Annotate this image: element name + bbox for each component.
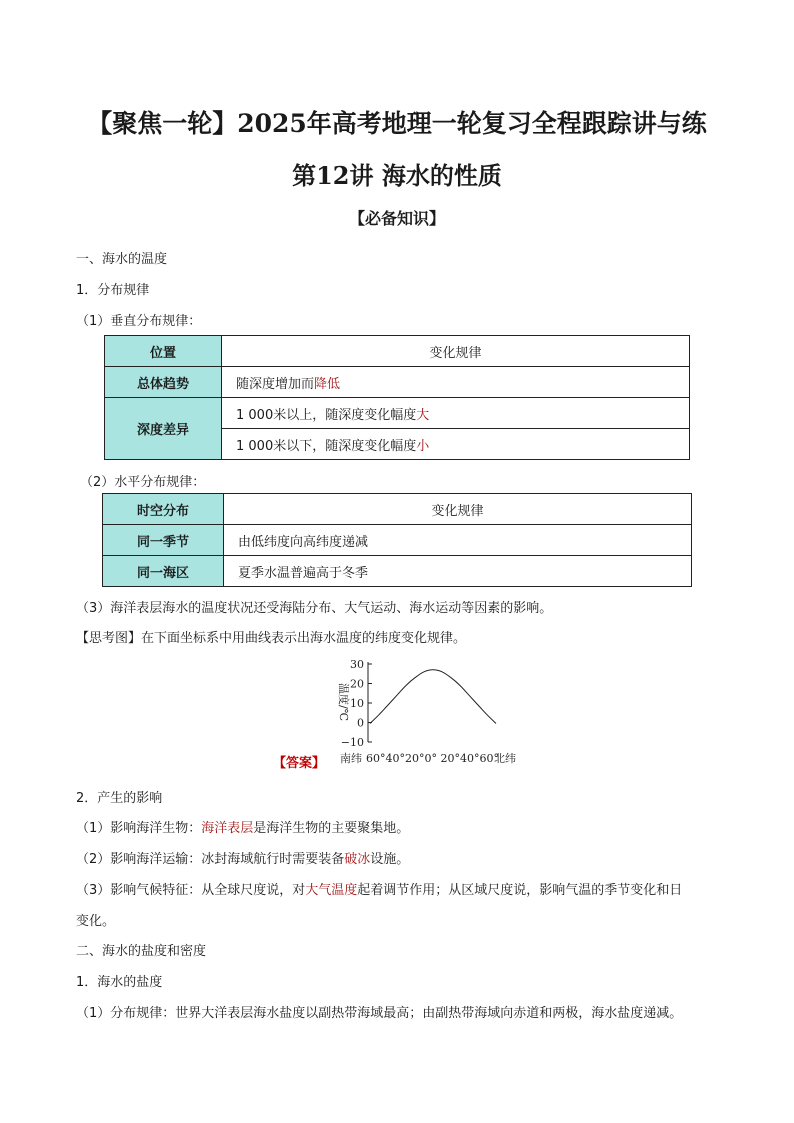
vertical-distribution-label: （1）垂直分布规律： (76, 314, 202, 329)
salinity-distribution-text: （1）分布规律：世界大洋表层海水盐度以副热带海域最高；由副热带海域向赤道和两极，海水盐度递减。 (76, 1006, 683, 1021)
table-row-header: 同一海区 (103, 556, 224, 587)
effect-text: （3）影响气候特征：从全球尺度说，对 (76, 883, 306, 898)
table-row (103, 556, 692, 587)
lesson-title: 第12讲 海水的性质 (292, 161, 502, 190)
y-tick-label: 20 (350, 677, 364, 691)
cell-text: 随深度增加而 (236, 376, 315, 392)
table-cell (222, 398, 690, 429)
cell-text: 1 000米以下，随深度变化幅度 (236, 438, 417, 454)
table-header-cell: 变化规律 (224, 494, 692, 525)
table-row (103, 525, 692, 556)
effect-climate-continued: 变化。 (76, 914, 116, 929)
document-title: 【聚焦一轮】2025年高考地理一轮复习全程跟踪讲与练 (87, 109, 707, 138)
section-heading: 【必备知识】 (348, 209, 445, 228)
key-term: 破冰 (344, 852, 371, 867)
y-tick-label: 0 (357, 716, 364, 730)
table-row (105, 336, 690, 367)
effect-marine-life (76, 817, 409, 836)
answer-label: 【答案】 (273, 756, 326, 771)
y-tick-group (368, 664, 372, 742)
effect-climate (76, 879, 682, 898)
key-term: 大气温度 (305, 883, 358, 898)
table-row-header: 同一季节 (103, 525, 224, 556)
effect-text: 是海洋生物的主要聚集地。 (253, 821, 410, 836)
y-tick-label: −10 (340, 736, 364, 749)
table-header-cell: 时空分布 (103, 494, 224, 525)
x-axis-left-label: 南纬 (340, 752, 362, 765)
key-term: 海洋表层 (201, 821, 254, 836)
table-cell: 由低纬度向高纬度递减 (224, 525, 692, 556)
key-term: 小 (416, 438, 430, 454)
x-axis-right-label: 北纬 (494, 752, 516, 765)
y-axis-label: 温度/℃ (337, 682, 350, 722)
table-row (103, 494, 692, 525)
y-tick-label: 30 (350, 658, 364, 671)
vertical-distribution-table (104, 335, 690, 460)
table-cell (222, 367, 690, 398)
temperature-curve (370, 670, 496, 724)
effect-shipping (76, 848, 409, 867)
x-axis-tick-labels: 60°40°20°0° 20°40°60° (366, 752, 499, 765)
subheading-distribution: 1．分布规律 (76, 283, 150, 298)
table-cell: 夏季水温普遍高于冬季 (224, 556, 692, 587)
table-header-cell: 位置 (105, 336, 222, 367)
effect-text: 设施。 (370, 852, 410, 867)
subheading-effects: 2．产生的影响 (76, 791, 163, 806)
heading-sea-temperature: 一、海水的温度 (76, 252, 168, 267)
latitude-temperature-chart (330, 656, 530, 768)
table-header-cell: 变化规律 (222, 336, 690, 367)
table-row-header: 总体趋势 (105, 367, 222, 398)
think-figure-prompt: 【思考图】在下面坐标系中用曲线表示出海水温度的纬度变化规律。 (76, 631, 467, 646)
y-tick-label: 10 (350, 697, 364, 710)
cell-text: 1 000米以上，随深度变化幅度 (236, 407, 417, 423)
horizontal-distribution-table (102, 493, 692, 587)
horizontal-distribution-label: （2）水平分布规律： (80, 475, 206, 490)
subheading-salinity: 1．海水的盐度 (76, 975, 163, 990)
other-factors-text: （3）海洋表层海水的温度状况还受海陆分布、大气运动、海水运动等因素的影响。 (76, 601, 553, 616)
key-term: 降低 (314, 376, 341, 392)
table-row-header: 深度差异 (105, 398, 222, 460)
effect-text: 起着调节作用；从区域尺度说，影响气温的季节变化和日 (357, 883, 683, 898)
table-row (105, 398, 690, 429)
key-term: 大 (416, 407, 430, 423)
table-cell (222, 429, 690, 460)
heading-salinity-density: 二、海水的盐度和密度 (76, 944, 207, 959)
effect-text: （1）影响海洋生物： (76, 821, 202, 836)
table-row (105, 367, 690, 398)
effect-text: （2）影响海洋运输：冰封海域航行时需要装备 (76, 852, 345, 867)
